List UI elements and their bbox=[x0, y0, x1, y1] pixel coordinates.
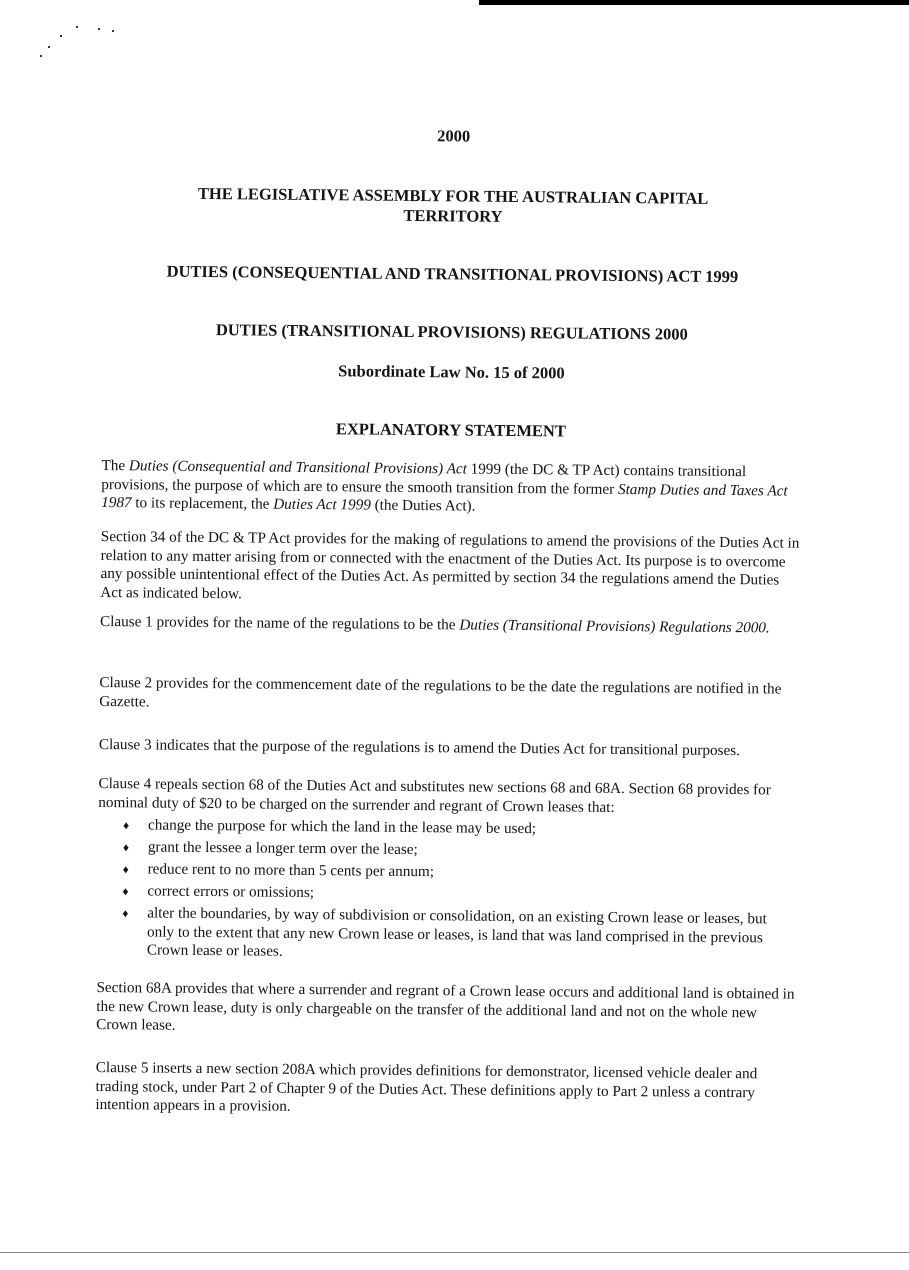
assembly-heading: THE LEGISLATIVE ASSEMBLY FOR THE AUSTRALIAN CAPITAL TERRITORY bbox=[197, 183, 709, 226]
clause-2-paragraph: Clause 2 provides for the commencement date of the regulations to be the date the regulations are notified in the Gazette. bbox=[99, 673, 782, 710]
document-year: 2000 bbox=[437, 126, 471, 146]
list-item: ♦ grant the lessee a longer term over the lease; bbox=[122, 838, 418, 859]
diamond-bullet-icon: ♦ bbox=[123, 818, 130, 833]
former-act-name: Stamp Duties and Taxes Act 1987 bbox=[101, 480, 788, 512]
clause-5-paragraph: Clause 5 inserts a new section 208A which provides definitions for demonstrator, licensed vehicle dealer and trading stock, under Part 2 of Chapter 9 of the Duties Act. These definitions apply to Part 2 unless a contrary intention appears in a provision. bbox=[95, 1058, 758, 1115]
explanatory-statement-heading: EXPLANATORY STATEMENT bbox=[335, 419, 566, 441]
list-item: ♦ alter the boundaries, by way of subdivision or consolidation, on an existing Crown lease or leases, but only to the extent that any new Crown lease or leases, is land that was land comprised in the previous Crown lease or leases. bbox=[122, 904, 767, 960]
regulations-name: Duties (Transitional Provisions) Regulations 2000. bbox=[459, 616, 770, 637]
diamond-bullet-icon: ♦ bbox=[122, 884, 129, 899]
regulations-title: DUTIES (TRANSITIONAL PROVISIONS) REGULATIONS 2000 bbox=[215, 320, 688, 344]
list-item: ♦ change the purpose for which the land in the lease may be used; bbox=[123, 816, 537, 838]
clause-4-paragraph: Clause 4 repeals section 68 of the Duties Act and substitutes new sections 68 and 68A. Section 68 provides for nominal duty of $20 to be charged on the surrender and regrant of Crown leases that: bbox=[98, 774, 771, 816]
diamond-bullet-icon: ♦ bbox=[122, 906, 129, 921]
diamond-bullet-icon: ♦ bbox=[122, 840, 130, 855]
list-item: ♦ correct errors or omissions; bbox=[122, 882, 315, 902]
clause-1-paragraph: Clause 1 provides for the name of the regulations to be the Duties (Transitional Provisions) Regulations 2000. bbox=[99, 612, 770, 637]
subordinate-law-number: Subordinate Law No. 15 of 2000 bbox=[338, 361, 565, 383]
list-item: ♦ reduce rent to no more than 5 cents per annum; bbox=[122, 860, 435, 881]
new-act-name: Duties Act 1999 bbox=[273, 495, 371, 514]
lease-conditions-list bbox=[117, 816, 798, 970]
section-34-paragraph: Section 34 of the DC & TP Act provides for the making of regulations to amend the provisions of the Duties Act in relation to any matter arising from or connected with the enactment of the Duties Act. Its purpose is to overcome any possible unintentional effect of the Duties Act. As permitted by section 34 the regulations amend the Duties Act as indicated below. bbox=[100, 527, 800, 602]
act-title: DUTIES (CONSEQUENTIAL AND TRANSITIONAL PROVISIONS) ACT 1999 bbox=[166, 261, 739, 287]
intro-paragraph: The Duties (Consequential and Transitional Provisions) Act 1999 (the DC & TP Act) contains transitional provisions, the purpose of which are to ensure the smooth transition from the former Stamp Duties and Taxes Act 1987 to its replacement, the Duties Act 1999 (the Duties Act). bbox=[101, 456, 788, 515]
section-68a-paragraph: Section 68A provides that where a surrender and regrant of a Crown lease occurs and additional land is obtained in the new Crown lease, duty is only chargeable on the transfer of the additional land and not on the whole new Crown lease. bbox=[96, 978, 795, 1034]
clause-3-paragraph: Clause 3 indicates that the purpose of the regulations is to amend the Duties Act for transitional purposes. bbox=[98, 735, 741, 760]
scan-bottom-edge bbox=[0, 1252, 909, 1253]
act-name: Duties (Consequential and Transitional Provisions) Act bbox=[128, 457, 467, 478]
diamond-bullet-icon: ♦ bbox=[122, 862, 129, 877]
